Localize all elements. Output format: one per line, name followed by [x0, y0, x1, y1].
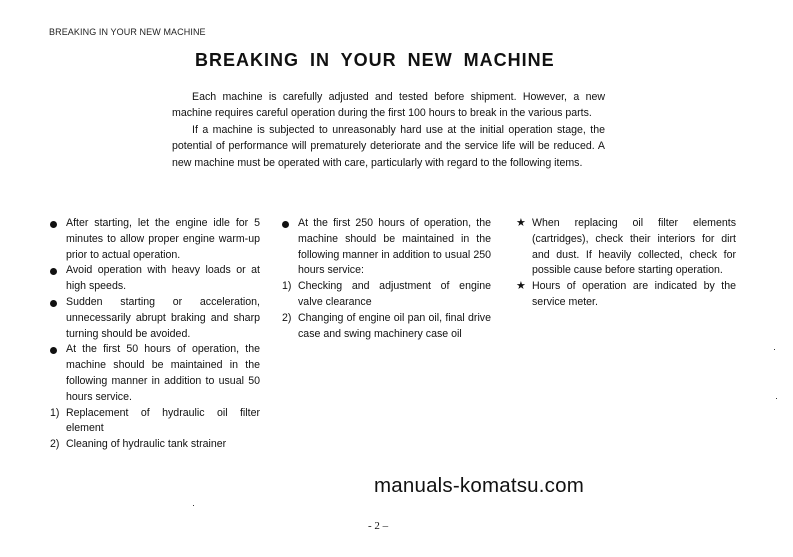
numbered-item: 2) Cleaning of hydraulic tank strainer: [50, 437, 260, 453]
list-item: At the first 50 hours of operation, the machine should be maintained in the following manner in addition to usual 50 hours service.: [50, 342, 260, 405]
list-item: At the first 250 hours of operation, the machine should be maintained in the following manner in addition to usual 250 hours service:: [282, 216, 491, 279]
list-item: Sudden starting or acceleration, unnecessarily abrupt braking and sharp turning should be avoided.: [50, 295, 260, 342]
bullet-icon: [282, 221, 289, 228]
item-number: 1): [282, 280, 292, 293]
note-item: ★ Hours of operation are indicated by the service meter.: [516, 280, 736, 308]
page-number: - 2 –: [368, 520, 389, 532]
scan-speck: [193, 505, 194, 506]
star-icon: ★: [516, 280, 526, 293]
bullet-icon: [50, 268, 57, 275]
intro-paragraph: Each machine is carefully adjusted and tested before shipment. However, a new machine requires careful operation during the first 100 hours to break in the various parts.: [172, 91, 605, 120]
numbered-item: 1) Checking and adjustment of engine valve clearance: [282, 280, 491, 308]
note-item: ★ When replacing oil filter elements (cartridges), check their interiors for dirt and dust. If heavily collected, check for possible cause before starting operation.: [516, 217, 736, 277]
scan-speck: [776, 398, 777, 399]
running-head: BREAKING IN YOUR NEW MACHINE: [49, 27, 206, 37]
column-2: [282, 216, 491, 342]
intro-paragraph: If a machine is subjected to unreasonably hard use at the initial operation stage, the potential of performance will prematurely deteriorate and the service life will be reduced. A new machine must be operated with care, particularly with regard to the following items.: [172, 123, 605, 169]
column-3: [516, 216, 736, 311]
numbered-item: 1) Replacement of hydraulic oil filter element: [50, 406, 260, 435]
bullet-icon: [50, 221, 57, 228]
page-title: BREAKING IN YOUR NEW MACHINE: [195, 50, 555, 70]
bullet-icon: [50, 347, 57, 354]
intro-text: [172, 89, 605, 171]
list-item: After starting, let the engine idle for 5 minutes to allow proper engine warm-up prior to actual operation.: [50, 216, 260, 263]
star-icon: ★: [516, 217, 526, 229]
scan-speck: [774, 349, 775, 350]
list-item: Avoid operation with heavy loads or at high speeds.: [50, 263, 260, 295]
numbered-item: 2) Changing of engine oil pan oil, final drive case and swing machinery case oil: [282, 311, 491, 340]
column-1: [50, 216, 260, 453]
item-number: 2): [282, 311, 292, 324]
item-number: 1): [50, 406, 60, 419]
watermark: manuals-komatsu.com: [374, 474, 585, 497]
item-number: 2): [50, 438, 60, 451]
bullet-icon: [50, 300, 57, 307]
